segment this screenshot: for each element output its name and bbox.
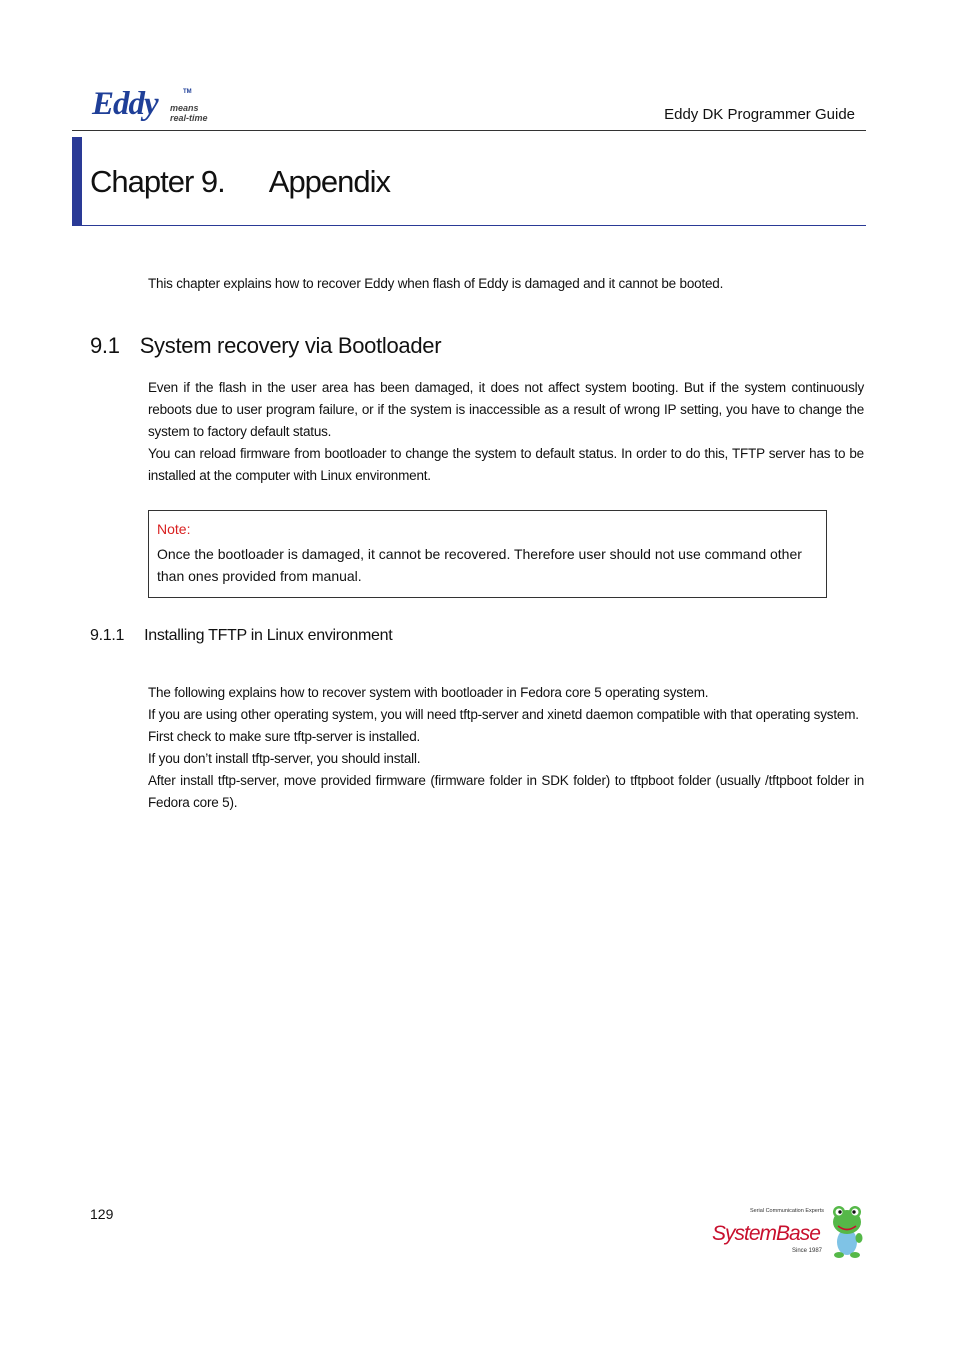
logo-realtime: real-time [170,113,208,123]
section-paragraph-2: You can reload firmware from bootloader to change the system to default status. In order to do this, TFTP server has to be installed at the computer with Linux environment. [148,446,864,483]
systembase-logo [712,1202,862,1262]
subsection-body [148,682,864,814]
chapter-title [90,164,390,200]
subsection-line: First check to make sure tftp-server is installed. [148,729,421,744]
note-label: Note: [157,521,191,537]
logo-means: means [170,103,199,113]
note-text: Once the bootloader is damaged, it cannot be recovered. Therefore user should not use command other than ones provided from manual. [157,546,802,584]
subsection-number: 9.1.1 [90,627,125,644]
subsection-line: After install tftp-server, move provided firmware (firmware folder in SDK folder) to tftpboot folder (usually /tftpboot folder in Fedora core 5). [148,773,864,810]
chapter-accent-bar [72,137,82,226]
subsection-title: Installing TFTP in Linux environment [144,627,393,644]
subsection-line: If you don’t install tftp-server, you should install. [148,751,421,766]
frog-mascot-icon [830,1202,864,1260]
chapter-divider [82,225,866,226]
logo-tagline: Serial Communication Experts [750,1208,824,1214]
section-heading [90,333,441,359]
note-box [148,510,827,598]
eddy-logo [90,86,220,126]
chapter-number: Chapter 9. [90,164,225,199]
section-paragraph-1: Even if the flash in the user area has been damaged, it does not affect system booting. But if the system continuously reboots due to user program failure, or if the system is inaccessible as a result of wrong IP setting, you have to change the system to factory default status. [148,380,864,439]
section-title: System recovery via Bootloader [139,333,442,358]
subsection-line: The following explains how to recover system with bootloader in Fedora core 5 operating system. [148,685,709,700]
header-divider [72,130,866,131]
subsection-heading [90,627,392,645]
subsection-line: If you are using other operating system, you will need tftp-server and xinetd daemon compatible with that operating system. [148,707,859,722]
section-number: 9.1 [90,333,120,358]
intro-paragraph: This chapter explains how to recover Eddy when flash of Eddy is damaged and it cannot be booted. [148,276,724,291]
chapter-name: Appendix [268,164,391,199]
logo-word: Eddy [92,86,158,122]
logo-brand: SystemBase [712,1222,820,1245]
document-title: Eddy DK Programmer Guide [664,106,855,123]
logo-since: Since 1987 [792,1248,823,1254]
page-number: 129 [90,1206,114,1222]
logo-trademark: TM [183,89,192,95]
